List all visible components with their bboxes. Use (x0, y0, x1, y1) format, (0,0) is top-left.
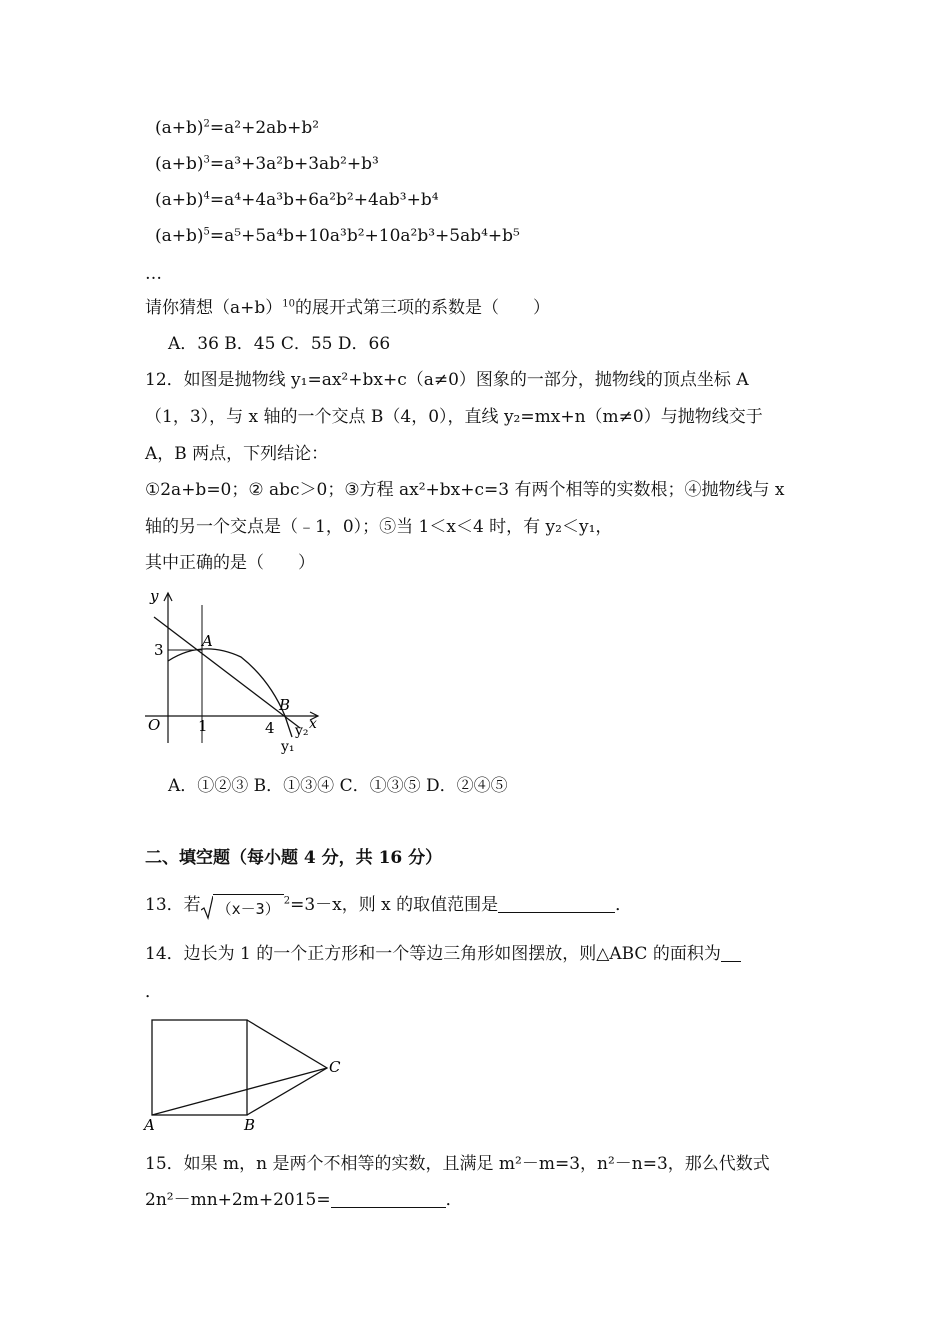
q12-parabola-graph (140, 585, 330, 760)
point-a-label: A (202, 632, 213, 650)
label-a: A (144, 1116, 155, 1134)
section-2-title: 二、填空题（每小题 4 分，共 16 分） (145, 848, 443, 868)
q11-options: A．36 B．45 C．55 D．66 (168, 334, 391, 354)
q14-answer-blank[interactable] (721, 943, 741, 962)
q15-line-1: 15．如果 m，n 是两个不相等的实数，且满足 m²－m=3，n²－n=3，那么代数式 (145, 1154, 770, 1174)
q14-end: ． (145, 982, 162, 1002)
q12-line-2: （1，3），与 x 轴的一个交点 B（4，0），直线 y₂=mx+n（m≠0）与抛物线交于 (145, 407, 763, 427)
q12-line-1: 12．如图是抛物线 y₁=ax²+bx+c（a≠0）图象的一部分，抛物线的顶点坐标 A (145, 370, 749, 390)
segment-ac (152, 1068, 327, 1115)
tick-label-x4: 4 (265, 719, 275, 737)
expansion-line-4: $(a+b)^4=a^4+4a^3b+6a^2b^2+4ab^3+b^4$ (155, 190, 439, 210)
point-b-label: B (279, 696, 291, 714)
q12-line-4: ①2a+b=0；② abc＞0；③方程 ax²+bx+c=3 有两个相等的实数根；④抛物线与 x (145, 480, 785, 500)
origin-label: O (148, 716, 161, 734)
y2-label: y₂ (295, 723, 309, 739)
q13-answer-blank[interactable] (498, 894, 615, 913)
triangle (247, 1020, 327, 1115)
square (152, 1020, 247, 1115)
q12-line-3: A，B 两点，下列结论： (145, 444, 329, 464)
q11-question: 请你猜想$(a+b)^{10}$的展开式第三项的系数是（ ） (145, 298, 550, 318)
radical-sign-icon (201, 896, 213, 920)
q13-question: 13．若 （x－3） $^2$=3－x，则 x 的取值范围是 ． (145, 893, 632, 921)
expansion-line-3: $(a+b)^3=a^3+3a^2b+3ab^2+b^3$ (155, 154, 379, 174)
q14-square-triangle-figure (140, 1012, 350, 1137)
q12-options: A．①②③ B．①③④ C．①③⑤ D．②④⑤ (168, 776, 508, 796)
x-axis-label: x (309, 716, 317, 732)
tick-label-x1: 1 (198, 717, 208, 735)
q12-line-6: 其中正确的是（ ） (145, 553, 315, 573)
y-axis-label: y (150, 587, 159, 605)
expansion-line-5: $(a+b)^5=a^5+5a^4b+10a^3b^2+10a^2b^3+5ab^4+b^5$ (155, 226, 520, 246)
q15-answer-blank[interactable] (331, 1189, 446, 1208)
q15-line-2: 2n²－mn+2m+2015= ． (145, 1190, 463, 1210)
q12-line-5: 轴的另一个交点是（﹣1，0）；⑤当 1＜x＜4 时，有 y₂＜y₁， (145, 517, 613, 537)
tick-label-y3: 3 (154, 641, 164, 659)
label-b: B (244, 1116, 256, 1134)
q14-question: 14．边长为 1 的一个正方形和一个等边三角形如图摆放，则△ABC 的面积为 (145, 942, 741, 966)
ellipsis: … (145, 264, 162, 284)
label-c: C (329, 1058, 341, 1076)
expansion-line-2: $(a+b)^2=a^2+2ab+b^2$ (155, 118, 320, 138)
y1-label: y₁ (281, 739, 295, 755)
sqrt-expression: （x－3） (201, 894, 284, 921)
